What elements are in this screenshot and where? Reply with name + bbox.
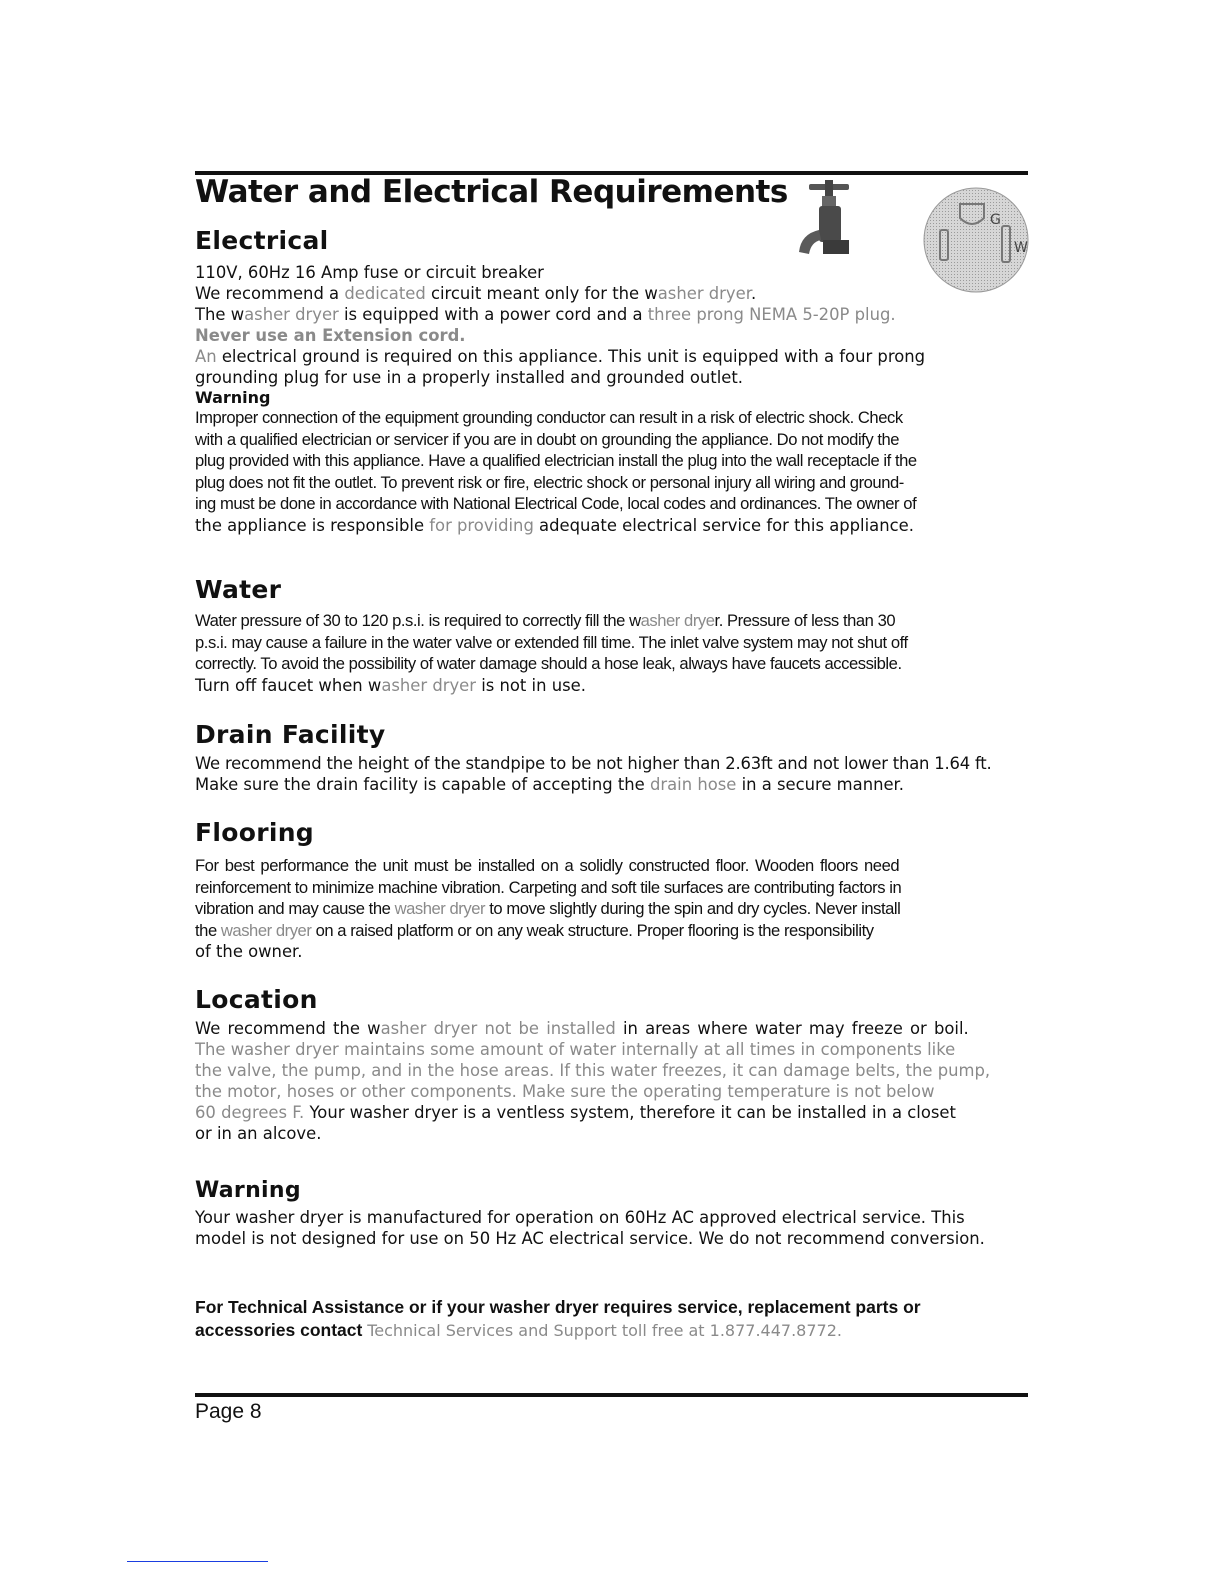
- outlet-white-label: W: [1014, 240, 1028, 256]
- text-span: adequate electrical service for this appliance.: [533, 515, 914, 535]
- section-electrical: [195, 226, 1035, 255]
- water-line: [195, 675, 1035, 696]
- section-warning: [195, 1178, 1035, 1249]
- electrical-line: [195, 346, 1035, 367]
- text-span: the appliance is responsible: [195, 515, 430, 535]
- faded-text: asher dryer: [657, 284, 751, 303]
- drain-line: [195, 774, 1035, 795]
- warning-line: with a qualified electrician or servicer if you are in doubt on grounding the appliance. Do not modify the: [195, 429, 900, 449]
- section-location: [195, 985, 1035, 1144]
- location-line: the valve, the pump, and in the hose areas. If this water freezes, it can damage belts, the pump,: [195, 1061, 991, 1080]
- text-span: vibration and may cause the: [195, 899, 395, 918]
- section-water: [195, 575, 1035, 696]
- faded-text: An: [195, 347, 217, 366]
- faded-text: drain hose: [649, 775, 737, 794]
- electrical-line: [195, 262, 1035, 283]
- water-line: correctly. To avoid the possibility of water damage should a hose leak, always have faucets accessible.: [195, 654, 902, 673]
- text-span: on a raised platform or on any weak structure. Proper flooring is the responsibility: [311, 920, 874, 940]
- flooring-line: For best performance the unit must be installed on a solidly constructed floor. Wooden floors need: [195, 856, 900, 875]
- page-number: Page 8: [195, 1400, 262, 1423]
- bottom-rule: [195, 1393, 1028, 1397]
- flooring-line: [195, 898, 1035, 920]
- text-span: electrical ground is required on this appliance. This unit is equipped with a four prong: [216, 347, 926, 366]
- faded-text: asher dryer: [381, 675, 476, 695]
- extension-cord-warning: Never use an Extension cord.: [195, 326, 466, 345]
- warning-line: ing must be done in accordance with National Electrical Code, local codes and ordinances. The owner of: [195, 494, 917, 513]
- text-span: 110V, 60Hz 16 Amp fuse or circuit breaker: [195, 263, 544, 282]
- link-underline[interactable]: [127, 1561, 268, 1562]
- electrical-line: grounding plug for use in a properly installed and grounded outlet.: [195, 368, 743, 387]
- section-heading: Water: [195, 575, 282, 604]
- text-span: the: [195, 920, 221, 940]
- text-span: The w: [195, 305, 245, 324]
- text-span: to move slightly during the spin and dry cycles. Never install: [485, 899, 901, 918]
- text-span: r. Pressure of less than 30: [714, 611, 896, 630]
- warning-line: Improper connection of the equipment grounding conductor can result in a risk of electric shock. Check: [195, 408, 903, 427]
- electrical-body: [195, 262, 1035, 536]
- faded-text: 60 degrees F.: [195, 1103, 305, 1122]
- flooring-line: reinforcement to minimize machine vibration. Carpeting and soft tile surfaces are contributing factors in: [195, 877, 902, 897]
- faded-text: asher drye: [640, 611, 715, 630]
- water-line: [195, 610, 1035, 632]
- faded-text: asher dryer not be installed: [380, 1019, 616, 1038]
- flooring-line: of the owner.: [195, 942, 303, 961]
- tech-assistance-note: [195, 1296, 1035, 1342]
- warning-line: plug provided with this appliance. Have a qualified electrician install the plug into the wall receptacle if the: [195, 451, 917, 470]
- tech-line: [195, 1319, 1035, 1342]
- electrical-line: [195, 304, 1035, 325]
- electrical-line: [195, 283, 1035, 304]
- faded-text: washer dryer: [220, 920, 312, 940]
- section-heading: Flooring: [195, 818, 314, 847]
- flooring-line: [195, 920, 1035, 942]
- location-line: the motor, hoses or other components. Make sure the operating temperature is not below: [195, 1082, 935, 1101]
- drain-line: We recommend the height of the standpipe to be not higher than 2.63ft and not lower than 1.64 ft.: [195, 754, 992, 773]
- section-heading: Electrical: [195, 226, 329, 255]
- section-flooring: [195, 818, 1035, 962]
- text-span: is not in use.: [475, 675, 586, 695]
- warning-line: [195, 515, 1035, 536]
- outlet-ground-label: G: [990, 212, 1001, 228]
- section-heading: Warning: [195, 1178, 301, 1203]
- warning-line: Your washer dryer is manufactured for operation on 60Hz AC approved electrical service. This: [195, 1208, 965, 1227]
- water-line: p.s.i. may cause a failure in the water valve or extended fill time. The inlet valve system may not shut off: [195, 632, 908, 652]
- text-span: We recommend the w: [195, 1019, 381, 1038]
- text-span: Water pressure of 30 to 120 p.s.i. is required to correctly fill the w: [195, 611, 641, 630]
- text-span: We recommend a: [195, 284, 345, 303]
- text-span: accessories contact: [195, 1320, 368, 1340]
- text-span: in areas where water may freeze or boil.: [615, 1019, 969, 1038]
- warning-line: model is not designed for use on 50 Hz AC electrical service. We do not recommend conversion.: [195, 1229, 985, 1248]
- tech-line: For Technical Assistance or if your washer dryer requires service, replacement parts or: [195, 1297, 921, 1317]
- faded-text: for providing: [429, 515, 534, 535]
- warning-heading: Warning: [195, 388, 271, 407]
- text-span: is equipped with a power cord and a: [338, 305, 648, 324]
- location-line: The washer dryer maintains some amount of water internally at all times in components like: [195, 1040, 956, 1059]
- text-span: Turn off faucet when w: [195, 675, 382, 695]
- section-drain: [195, 720, 1035, 795]
- faded-text: washer dryer: [394, 899, 486, 918]
- warning-line: plug does not fit the outlet. To prevent risk or fire, electric shock or personal injury all wiring and ground-: [195, 472, 904, 492]
- text-span: in a secure manner.: [736, 775, 905, 794]
- text-span: Your washer dryer is a ventless system, therefore it can be installed in a closet: [304, 1103, 956, 1122]
- location-line: or in an alcove.: [195, 1124, 322, 1143]
- faded-text: three prong NEMA 5-20P plug.: [647, 305, 896, 324]
- support-phone: Technical Services and Support toll free at 1.877.447.8772.: [367, 1321, 842, 1340]
- page-title: Water and Electrical Requirements: [195, 174, 788, 210]
- faded-text: dedicated: [344, 284, 426, 303]
- faded-text: asher dryer: [244, 305, 339, 324]
- section-heading: Drain Facility: [195, 720, 386, 749]
- location-line: [195, 1018, 1035, 1039]
- text-span: circuit meant only for the w: [425, 284, 658, 303]
- text-span: Make sure the drain facility is capable of accepting the: [195, 775, 650, 794]
- location-line: [195, 1102, 1035, 1123]
- section-heading: Location: [195, 985, 318, 1014]
- text-span: .: [750, 284, 757, 303]
